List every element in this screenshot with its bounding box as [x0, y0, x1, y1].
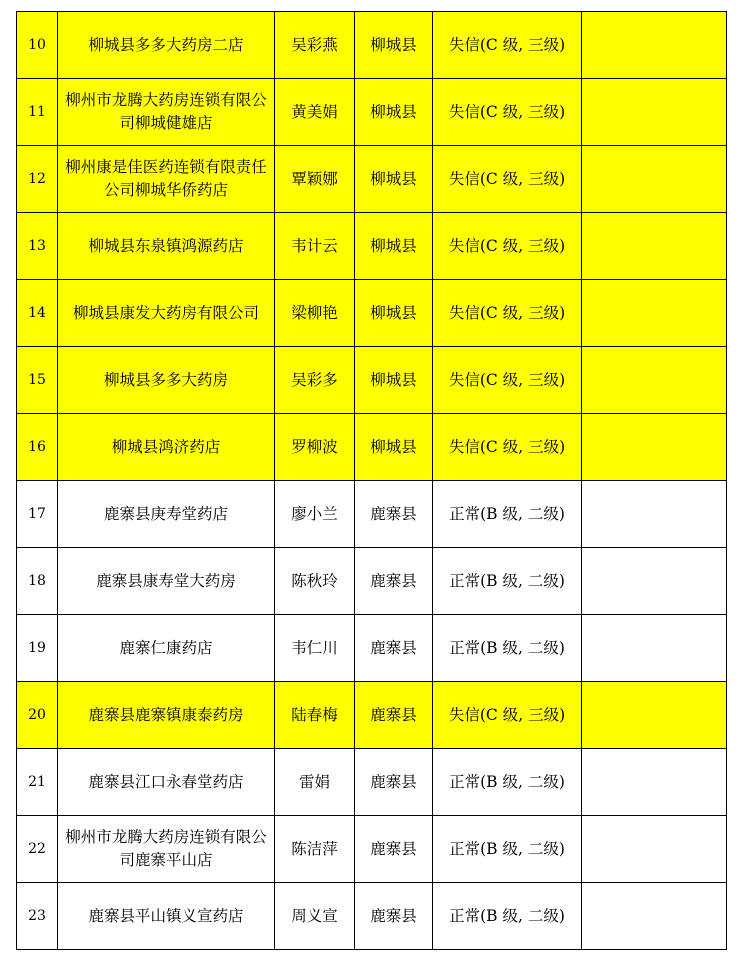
pharmacy-name: 鹿寨县江口永春堂药店: [58, 749, 275, 816]
table-row: [17, 481, 727, 548]
table-body: [17, 12, 727, 950]
table-row: [17, 548, 727, 615]
table-row: [17, 280, 727, 347]
row-number: 16: [17, 414, 58, 481]
table-row: [17, 682, 727, 749]
person-in-charge: 陈洁萍: [275, 816, 355, 883]
person-in-charge: 韦仁川: [275, 615, 355, 682]
row-number: 12: [17, 146, 58, 213]
county: 鹿寨县: [355, 481, 433, 548]
credit-status: 失信(C 级, 三级): [433, 682, 582, 749]
pharmacy-name: 柳城县鸿济药店: [58, 414, 275, 481]
person-in-charge: 黄美娟: [275, 79, 355, 146]
pharmacy-name: 柳州康是佳医药连锁有限责任公司柳城华侨药店: [58, 146, 275, 213]
remarks: [582, 548, 727, 615]
person-in-charge: 周义宣: [275, 883, 355, 950]
remarks: [582, 146, 727, 213]
county: 柳城县: [355, 12, 433, 79]
table-row: [17, 347, 727, 414]
row-number: 17: [17, 481, 58, 548]
person-in-charge: 覃颖娜: [275, 146, 355, 213]
row-number: 22: [17, 816, 58, 883]
pharmacy-name: 鹿寨县庚寿堂药店: [58, 481, 275, 548]
table-row: [17, 615, 727, 682]
credit-status: 正常(B 级, 二级): [433, 481, 582, 548]
row-number: 10: [17, 12, 58, 79]
remarks: [582, 816, 727, 883]
credit-status: 正常(B 级, 二级): [433, 816, 582, 883]
county: 柳城县: [355, 213, 433, 280]
pharmacy-name: 鹿寨县平山镇义宣药店: [58, 883, 275, 950]
remarks: [582, 280, 727, 347]
pharmacy-name: 柳州市龙腾大药房连锁有限公司鹿寨平山店: [58, 816, 275, 883]
credit-status: 失信(C 级, 三级): [433, 280, 582, 347]
table-row: [17, 146, 727, 213]
table-row: [17, 883, 727, 950]
person-in-charge: 韦计云: [275, 213, 355, 280]
table-row: [17, 749, 727, 816]
remarks: [582, 883, 727, 950]
remarks: [582, 347, 727, 414]
table-row: [17, 414, 727, 481]
person-in-charge: 廖小兰: [275, 481, 355, 548]
person-in-charge: 罗柳波: [275, 414, 355, 481]
remarks: [582, 615, 727, 682]
pharmacy-name: 鹿寨仁康药店: [58, 615, 275, 682]
remarks: [582, 213, 727, 280]
county: 鹿寨县: [355, 816, 433, 883]
person-in-charge: 吴彩燕: [275, 12, 355, 79]
remarks: [582, 79, 727, 146]
credit-status: 失信(C 级, 三级): [433, 347, 582, 414]
credit-status: 失信(C 级, 三级): [433, 146, 582, 213]
remarks: [582, 749, 727, 816]
pharmacy-name: 鹿寨县康寿堂大药房: [58, 548, 275, 615]
credit-status: 正常(B 级, 二级): [433, 749, 582, 816]
county: 柳城县: [355, 146, 433, 213]
table-row: [17, 213, 727, 280]
county: 柳城县: [355, 280, 433, 347]
pharmacy-name: 柳城县多多大药房: [58, 347, 275, 414]
table-row: [17, 79, 727, 146]
person-in-charge: 吴彩多: [275, 347, 355, 414]
remarks: [582, 414, 727, 481]
county: 柳城县: [355, 347, 433, 414]
credit-status: 失信(C 级, 三级): [433, 12, 582, 79]
row-number: 20: [17, 682, 58, 749]
row-number: 15: [17, 347, 58, 414]
county: 鹿寨县: [355, 749, 433, 816]
county: 鹿寨县: [355, 682, 433, 749]
person-in-charge: 陆春梅: [275, 682, 355, 749]
county: 鹿寨县: [355, 615, 433, 682]
row-number: 11: [17, 79, 58, 146]
county: 鹿寨县: [355, 548, 433, 615]
remarks: [582, 12, 727, 79]
person-in-charge: 雷娟: [275, 749, 355, 816]
remarks: [582, 682, 727, 749]
credit-rating-table: [16, 11, 727, 950]
person-in-charge: 梁柳艳: [275, 280, 355, 347]
credit-status: 失信(C 级, 三级): [433, 414, 582, 481]
person-in-charge: 陈秋玲: [275, 548, 355, 615]
credit-status: 失信(C 级, 三级): [433, 79, 582, 146]
credit-status: 正常(B 级, 二级): [433, 883, 582, 950]
row-number: 18: [17, 548, 58, 615]
county: 柳城县: [355, 79, 433, 146]
credit-status: 失信(C 级, 三级): [433, 213, 582, 280]
pharmacy-name: 鹿寨县鹿寨镇康泰药房: [58, 682, 275, 749]
row-number: 14: [17, 280, 58, 347]
pharmacy-name: 柳城县多多大药房二店: [58, 12, 275, 79]
table-row: [17, 816, 727, 883]
pharmacy-name: 柳州市龙腾大药房连锁有限公司柳城健雄店: [58, 79, 275, 146]
row-number: 19: [17, 615, 58, 682]
county: 柳城县: [355, 414, 433, 481]
row-number: 23: [17, 883, 58, 950]
credit-status: 正常(B 级, 二级): [433, 548, 582, 615]
table-row: [17, 12, 727, 79]
pharmacy-name: 柳城县康发大药房有限公司: [58, 280, 275, 347]
pharmacy-name: 柳城县东泉镇鸿源药店: [58, 213, 275, 280]
row-number: 13: [17, 213, 58, 280]
credit-status: 正常(B 级, 二级): [433, 615, 582, 682]
row-number: 21: [17, 749, 58, 816]
county: 鹿寨县: [355, 883, 433, 950]
remarks: [582, 481, 727, 548]
